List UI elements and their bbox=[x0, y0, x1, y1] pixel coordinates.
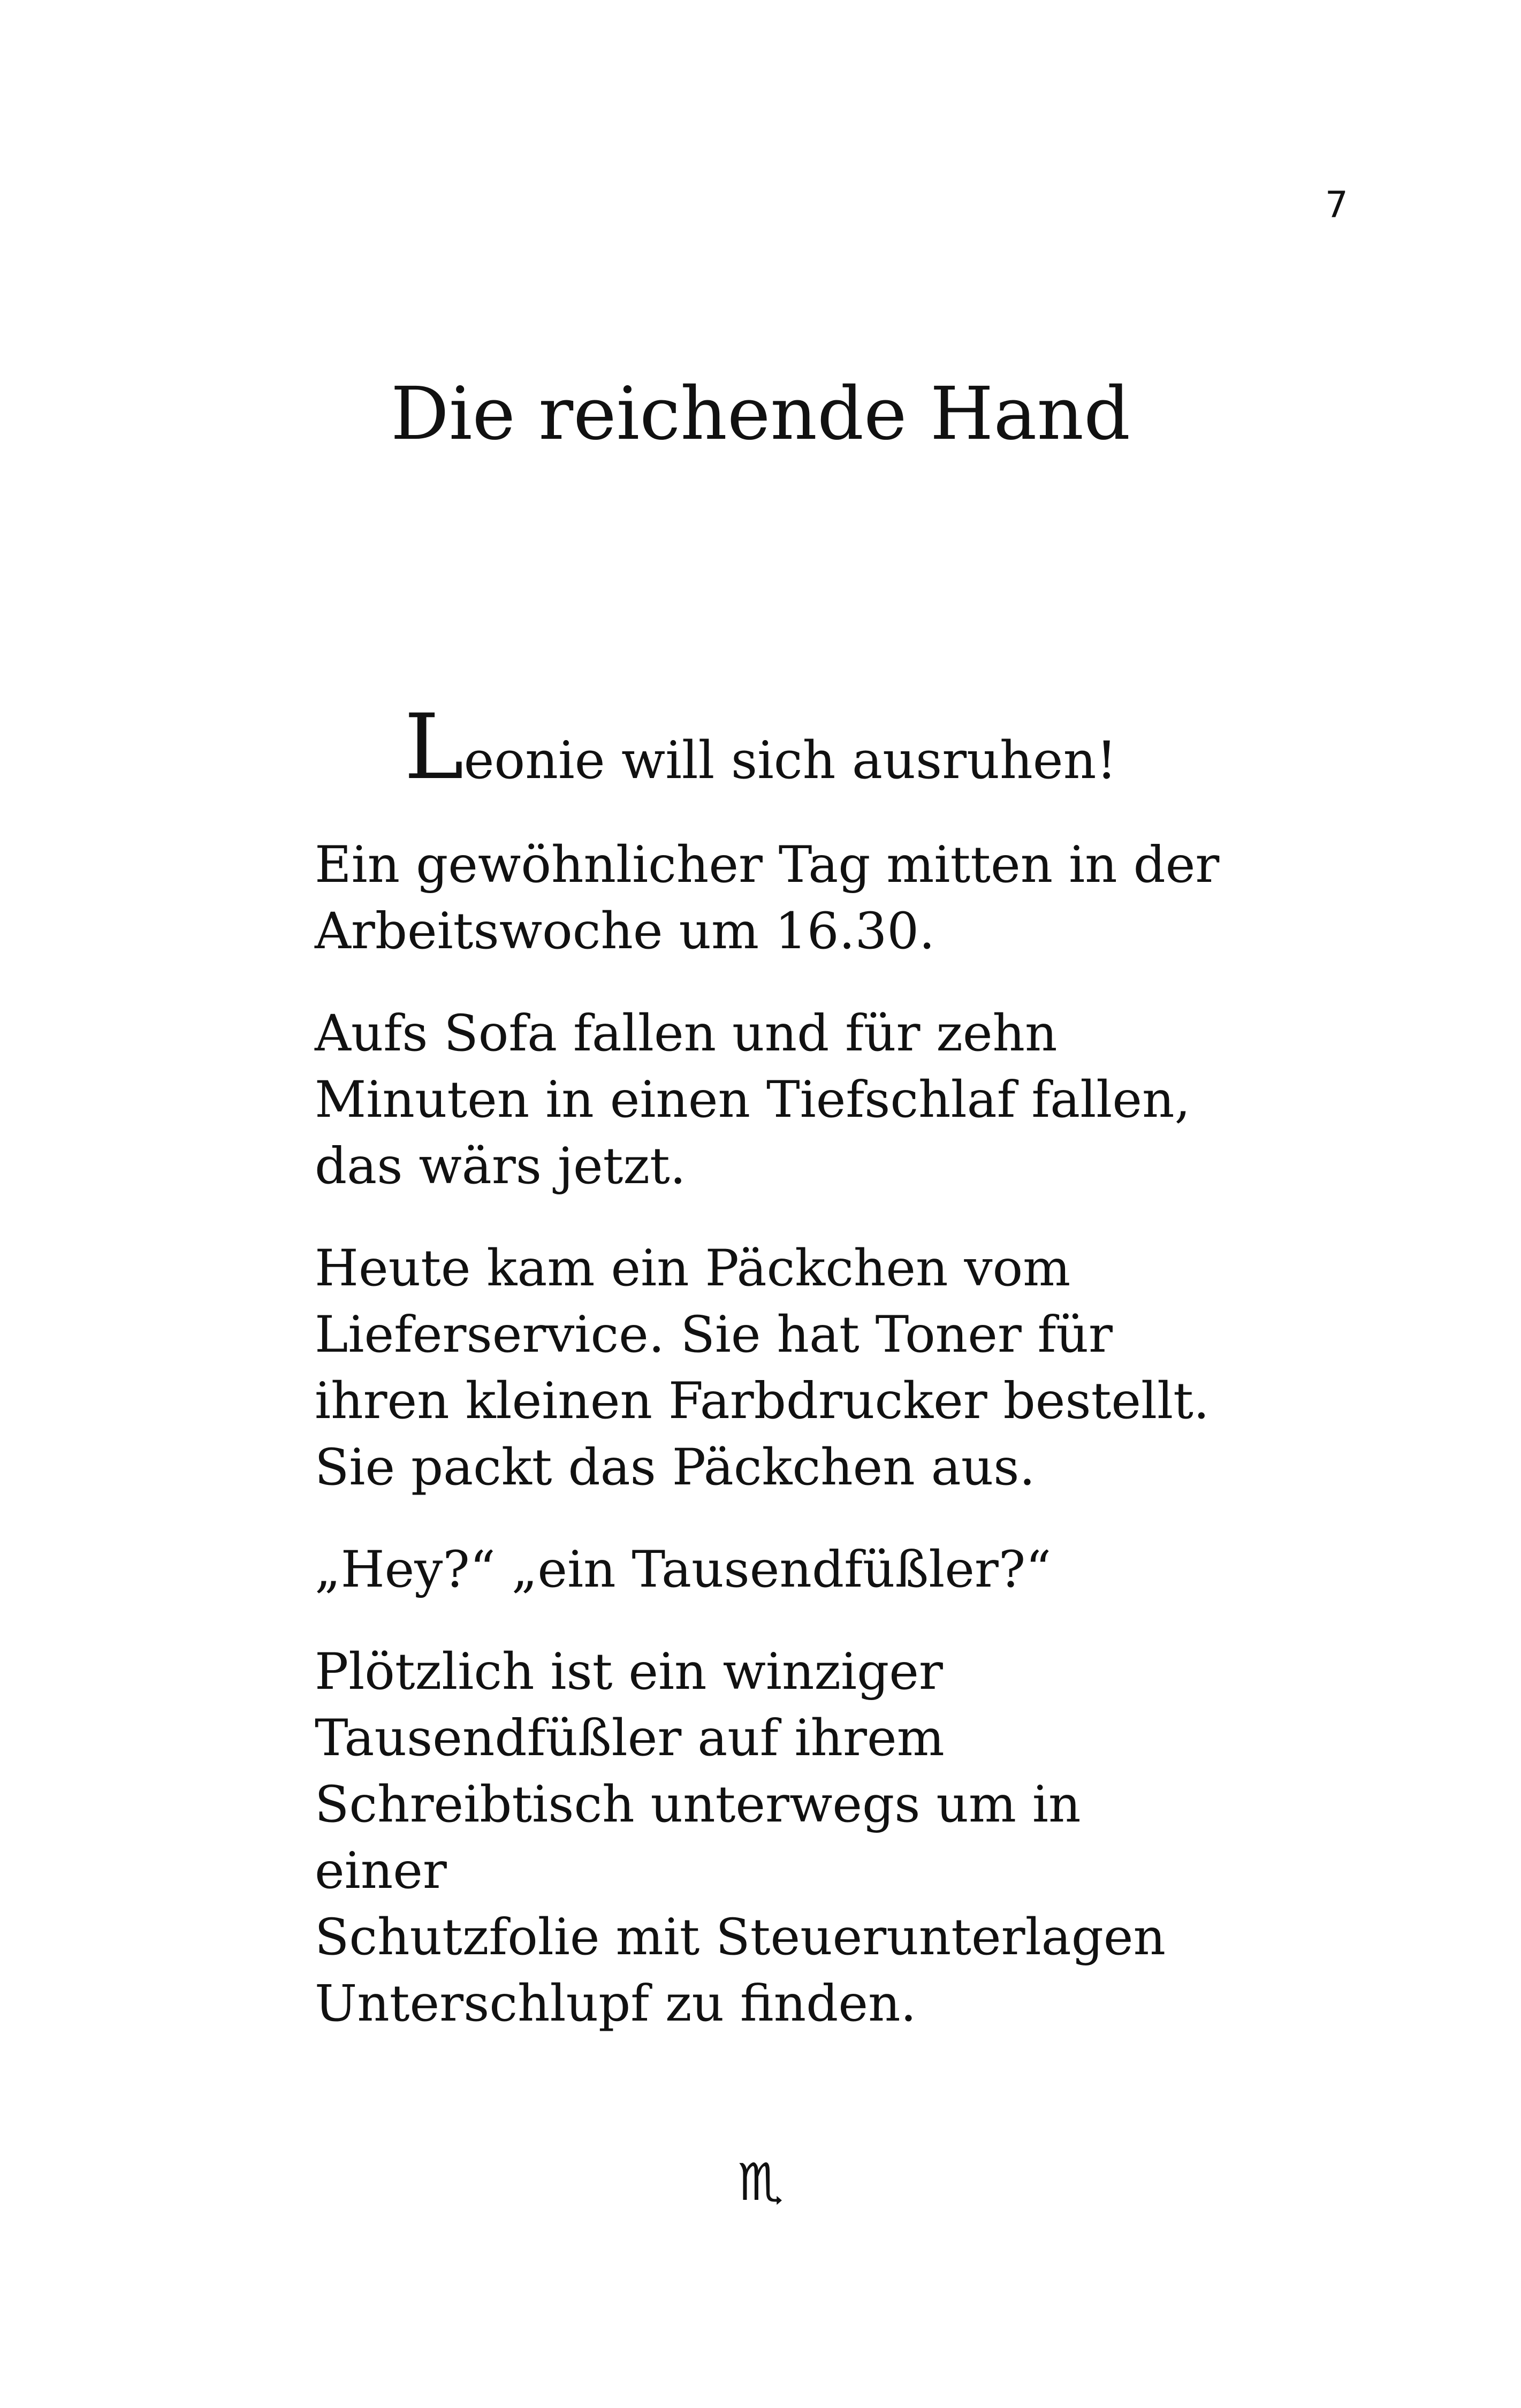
paragraph-4: „Hey?“ „ein Tausendfüßler?“ bbox=[315, 1541, 1052, 1599]
paragraph-5: Plötzlich ist ein winziger Tausendfüßler auf ihrem Schreibtisch unterwegs um in einer Schutzfolie mit Steuerunterlagen Unterschlupf zu finden. bbox=[315, 1643, 1166, 2033]
paragraph-2: Aufs Sofa fallen und für zehn Minuten in einen Tiefschlaf fallen, das wärs jetzt. bbox=[315, 1004, 1191, 1195]
drop-initial: L bbox=[404, 695, 464, 799]
opening-line-text: eonie will sich ausruhen! bbox=[463, 730, 1117, 790]
page-number: 7 bbox=[1325, 184, 1348, 226]
chapter-title: Die reichende Hand bbox=[390, 372, 1131, 456]
opening-line bbox=[0, 695, 1521, 799]
scorpio-ornament-icon: ♏ bbox=[737, 2152, 784, 2212]
body-text bbox=[315, 832, 1225, 2073]
paragraph-3: Heute kam ein Päckchen vom Lieferservice. Sie hat Toner für ihren kleinen Farbdrucker bestellt. Sie packt das Päckchen aus. bbox=[315, 1239, 1210, 1497]
paragraph-1: Ein gewöhnlicher Tag mitten in der Arbeitswoche um 16.30. bbox=[315, 836, 1220, 961]
